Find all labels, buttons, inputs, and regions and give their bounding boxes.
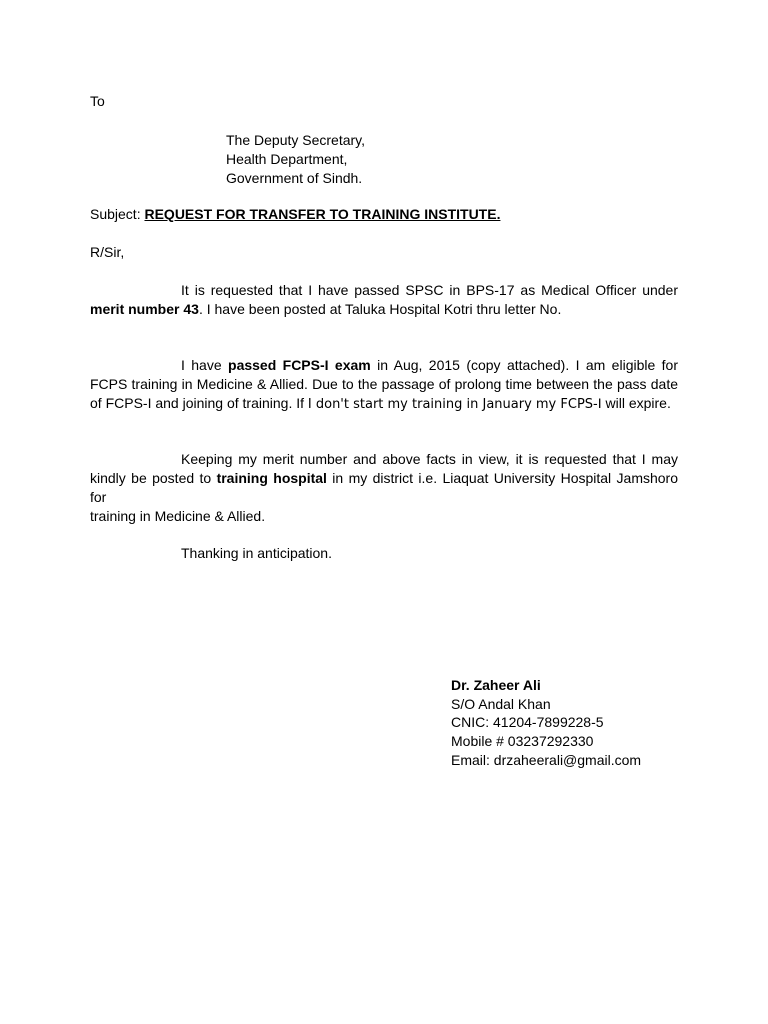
salutation: R/Sir, <box>90 244 125 260</box>
para2-text-1: I have <box>181 357 229 373</box>
subject-line <box>90 205 500 224</box>
para1-text-1: It is requested that I have passed SPSC in BPS-17 as Medical Officer under <box>181 282 678 298</box>
closing-line: Thanking in anticipation. <box>181 545 332 561</box>
subject-text: REQUEST FOR TRANSFER TO TRAINING INSTITUTE. <box>144 206 501 222</box>
para2-exam-bold: passed FCPS-I exam <box>228 357 371 373</box>
para3-text-2: kindly be posted to <box>90 470 217 486</box>
recipient-line-3: Government of Sindh. <box>226 170 363 186</box>
signature-cnic: CNIC: 41204-7899228-5 <box>451 714 604 730</box>
para2-text-2: in Aug, 2015 (copy attached). I am eligible for <box>370 357 678 373</box>
paragraph-3 <box>90 450 678 526</box>
recipient-line-2: Health Department, <box>226 151 348 167</box>
subject-label: Subject: <box>90 206 141 222</box>
para1-text-2: . I have been posted at Taluka Hospital Kotri thru letter No. <box>198 301 562 317</box>
para3-line-3: training in Medicine & Allied. <box>90 508 266 524</box>
para2-line-3c: -I will expire. <box>593 395 671 411</box>
signature-email: Email: drzaheerali@gmail.com <box>451 752 642 768</box>
para2-line-3b: I don't start my training in January my FCPS <box>307 397 594 412</box>
para3-text-1: Keeping my merit number and above facts in view, it is requested that I may <box>181 451 678 467</box>
paragraph-1 <box>90 281 678 319</box>
para3-text-3: in my district i.e. Liaquat University Hospital Jamshoro for <box>90 470 679 505</box>
para2-line-3a: of FCPS-I and joining of training. If <box>90 395 308 411</box>
signature-parent: S/O Andal Khan <box>451 696 551 712</box>
signature-mobile: Mobile # 03237292330 <box>451 733 594 749</box>
para2-line-2: FCPS training in Medicine & Allied. Due to the passage of prolong time between the pass date <box>90 376 678 392</box>
to-label: To <box>90 93 105 109</box>
para3-hospital-bold: training hospital <box>216 470 327 486</box>
para1-merit-bold: merit number 43 <box>90 301 199 317</box>
signature-name: Dr. Zaheer Ali <box>451 677 541 693</box>
paragraph-2 <box>90 356 678 414</box>
recipient-line-1: The Deputy Secretary, <box>226 132 366 148</box>
